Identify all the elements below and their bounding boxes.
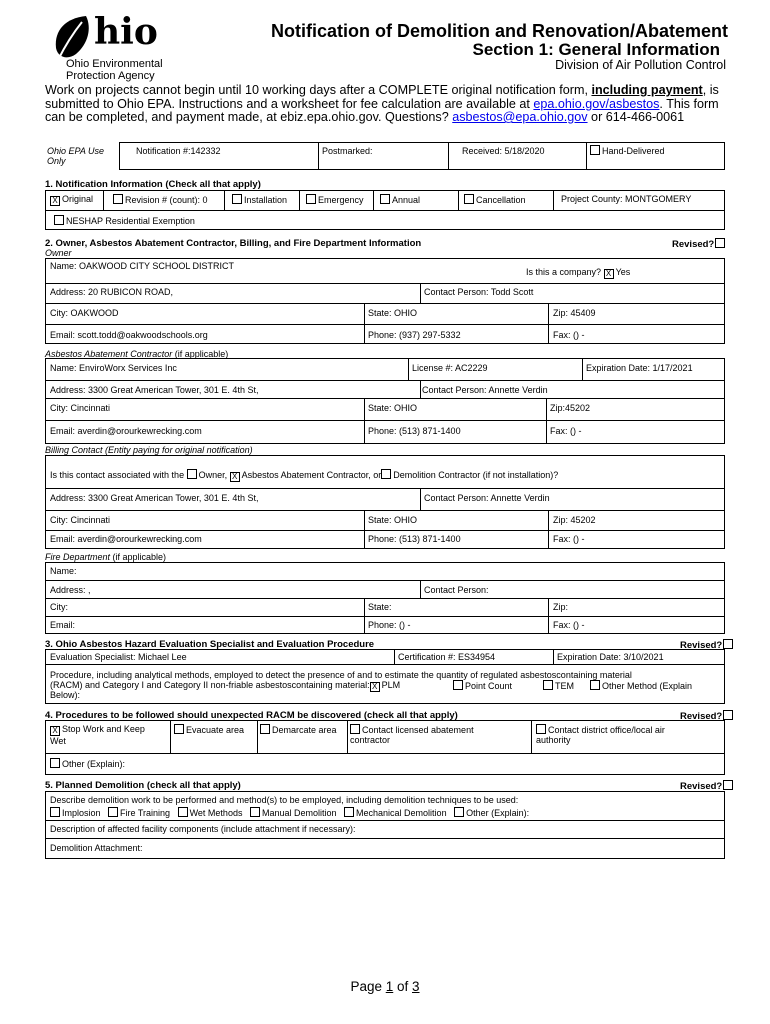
point-count-checkbox[interactable] <box>453 680 463 690</box>
contractor-zip: Zip:45202 <box>550 403 591 413</box>
contractor-expiration: Expiration Date: 1/17/2021 <box>586 363 693 373</box>
section-2-revised[interactable]: Revised? <box>672 238 727 250</box>
logo-subtitle-2: Protection Agency <box>66 70 155 82</box>
demolition-attachment: Demolition Attachment: <box>50 843 143 853</box>
billing-city: City: Cincinnati <box>50 515 111 525</box>
annual-checkbox[interactable] <box>380 194 390 204</box>
original-checkbox[interactable]: X <box>50 196 60 206</box>
owner-city: City: OAKWOOD <box>50 308 119 318</box>
point-count-option[interactable]: Point Count <box>453 680 512 691</box>
fire-address: Address: , <box>50 585 91 595</box>
contractor-email: Email: averdin@orourkewrecking.com <box>50 426 202 436</box>
leaf-icon <box>52 14 94 62</box>
fire-phone: Phone: () - <box>368 620 411 630</box>
billing-email: Email: averdin@orourkewrecking.com <box>50 534 202 544</box>
owner-label: Owner <box>45 248 72 258</box>
billing-owner-checkbox[interactable] <box>187 469 197 479</box>
section-2-revised-checkbox[interactable] <box>715 238 725 248</box>
emergency-option[interactable]: Emergency <box>306 194 364 205</box>
other-method-option[interactable]: Other Method (Explain <box>590 680 692 691</box>
section-3-revised-checkbox[interactable] <box>723 639 733 649</box>
billing-contractor-checkbox[interactable]: X <box>230 472 240 482</box>
installation-checkbox[interactable] <box>232 194 242 204</box>
contractor-city: City: Cincinnati <box>50 403 111 413</box>
contractor-phone: Phone: (513) 871-1400 <box>368 426 461 436</box>
procedure-line-2: (RACM) and Category I and Category II non-friable asbestoscontaining material: X PLM <box>50 680 401 691</box>
contact-office-checkbox[interactable] <box>536 724 546 734</box>
ohio-epa-logo <box>52 12 182 84</box>
contractor-label: Asbestos Abatement Contractor (if applicable) <box>45 349 229 359</box>
neshap-checkbox[interactable] <box>54 215 64 225</box>
fire-fax: Fax: () - <box>553 620 585 630</box>
fire-contact: Contact Person: <box>424 585 489 595</box>
plm-checkbox[interactable]: X <box>370 682 380 692</box>
contractor-contact: Contact Person: Annette Verdin <box>422 385 548 395</box>
hand-delivered-checkbox[interactable] <box>590 145 600 155</box>
demolition-methods: Implosion Fire Training Wet Methods Manual Demolition Mechanical Demolition Other (Explain): <box>50 807 529 818</box>
notification-number: Notification #:142332 <box>136 146 221 156</box>
fire-state: State: <box>368 602 392 612</box>
contact-contractor-checkbox[interactable] <box>350 724 360 734</box>
cancellation-option[interactable]: Cancellation <box>464 194 526 205</box>
section-4-title: 4. Procedures to be followed should unexpected RACM be discovered (check all that apply) <box>45 710 458 721</box>
billing-fax: Fax: () - <box>553 534 585 544</box>
billing-state: State: OHIO <box>368 515 418 525</box>
annual-option[interactable]: Annual <box>380 194 420 205</box>
fire-zip: Zip: <box>553 602 569 612</box>
received-date: Received: 5/18/2020 <box>462 146 545 156</box>
intro-paragraph <box>45 84 725 125</box>
stop-work-checkbox[interactable]: X <box>50 726 60 736</box>
fire-training-checkbox[interactable] <box>108 807 118 817</box>
specialist-expiration: Expiration Date: 3/10/2021 <box>557 652 664 662</box>
specialist-certification: Certification #: ES34954 <box>398 652 496 662</box>
billing-address: Address: 3300 Great American Tower, 301 E. 4th St, <box>50 493 259 503</box>
section-5-revised[interactable]: Revised? <box>680 780 735 792</box>
intro-text-2: , is submitted to Ohio EPA. Instructions and a worksheet for fee calculation are available at <box>45 83 719 111</box>
stop-work-option[interactable]: X Stop Work and Keep Wet <box>50 724 145 746</box>
asbestos-page-link[interactable]: epa.ohio.gov/asbestos <box>533 96 660 111</box>
intro-text-3: . This form can be completed, and payment made, at ebiz.epa.ohio.gov. Questions? <box>45 96 719 124</box>
contact-office-option[interactable]: Contact district office/local air authority <box>536 725 665 745</box>
owner-fax: Fax: () - <box>553 330 585 340</box>
billing-zip: Zip: 45202 <box>553 515 596 525</box>
manual-demolition-checkbox[interactable] <box>250 807 260 817</box>
owner-is-company[interactable]: Is this a company? X Yes <box>526 267 631 278</box>
section-title: Section 1: General Information <box>472 40 720 59</box>
intro-text-1: Work on projects cannot begin until 10 working days after a COMPLETE original notification form, <box>45 83 592 97</box>
revision-checkbox[interactable] <box>113 194 123 204</box>
project-county: Project County: MONTGOMERY <box>561 194 692 204</box>
section-1-title: 1. Notification Information (Check all that apply) <box>45 179 261 190</box>
contact-contractor-option[interactable]: Contact licensed abatement contractor <box>350 725 474 745</box>
owner-zip: Zip: 45409 <box>553 308 596 318</box>
other-method-checkbox[interactable] <box>590 680 600 690</box>
section-5-revised-checkbox[interactable] <box>723 780 733 790</box>
fire-label: Fire Department (if applicable) <box>45 552 167 562</box>
demarcate-option[interactable]: Demarcate area <box>260 724 337 735</box>
hand-delivered[interactable]: Hand-Delivered <box>590 145 665 156</box>
billing-contact: Contact Person: Annette Verdin <box>424 493 550 503</box>
is-company-checkbox[interactable]: X <box>604 269 614 279</box>
section-5-title: 5. Planned Demolition (check all that apply) <box>45 780 241 791</box>
owner-phone: Phone: (937) 297-5332 <box>368 330 461 340</box>
contractor-name: Name: EnviroWorx Services Inc <box>50 363 177 373</box>
other-procedure-option[interactable]: Other (Explain): <box>50 758 125 769</box>
logo-word: hio <box>94 11 158 53</box>
procedure-line-1: Procedure, including analytical methods, employed to detect the presence of and to estimate the quantity of regulated asbestoscontaining material <box>50 670 632 680</box>
fire-email: Email: <box>50 620 76 630</box>
mechanical-demolition-checkbox[interactable] <box>344 807 354 817</box>
contractor-address: Address: 3300 Great American Tower, 301 E. 4th St, <box>50 385 259 395</box>
describe-demolition: Describe demolition work to be performed and method(s) to be employed, including demolition techniques to be used: <box>50 795 519 805</box>
logo-subtitle-1: Ohio Environmental <box>66 58 163 70</box>
epa-use-label: Ohio EPA Use Only <box>47 146 105 166</box>
section-2-title: 2. Owner, Asbestos Abatement Contractor, Billing, and Fire Department Information <box>45 238 422 249</box>
implosion-checkbox[interactable] <box>50 807 60 817</box>
section-4-revised[interactable]: Revised? <box>680 710 735 722</box>
contractor-license: License #: AC2229 <box>412 363 488 373</box>
original-option[interactable]: X Original <box>50 194 93 206</box>
contractor-fax: Fax: () - <box>550 426 582 436</box>
cancellation-checkbox[interactable] <box>464 194 474 204</box>
section-4-revised-checkbox[interactable] <box>723 710 733 720</box>
tem-checkbox[interactable] <box>543 680 553 690</box>
fire-city: City: <box>50 602 68 612</box>
section-3-revised[interactable]: Revised? <box>680 639 735 651</box>
wet-methods-checkbox[interactable] <box>178 807 188 817</box>
owner-state: State: OHIO <box>368 308 418 318</box>
section-3-title: 3. Ohio Asbestos Hazard Evaluation Specialist and Evaluation Procedure <box>45 639 375 650</box>
page-number: Page 1 of 3 <box>350 979 420 994</box>
neshap-option[interactable]: NESHAP Residential Exemption <box>54 215 195 226</box>
postmarked: Postmarked: <box>322 146 373 156</box>
tem-option[interactable]: TEM <box>543 680 574 691</box>
evaluation-specialist: Evaluation Specialist: Michael Lee <box>50 652 187 662</box>
intro-text-4: or 614-466-0061 <box>587 110 685 124</box>
form-title: Notification of Demolition and Renovation/Abatement <box>270 21 728 41</box>
division-name: Division of Air Pollution Control <box>555 58 726 72</box>
evacuate-checkbox[interactable] <box>174 724 184 734</box>
intro-bold: including payment <box>591 83 703 97</box>
demarcate-checkbox[interactable] <box>260 724 270 734</box>
billing-label: Billing Contact (Entity paying for original notification) <box>45 445 253 455</box>
revision-option[interactable]: Revision # (count): 0 <box>113 194 208 205</box>
billing-association: Is this contact associated with the Owner, X Asbestos Abatement Contractor, or Demolition Contractor (if not installation)? <box>50 470 559 481</box>
owner-address: Address: 20 RUBICON ROAD, <box>50 287 174 297</box>
evacuate-option[interactable]: Evacuate area <box>174 724 244 735</box>
fire-name: Name: <box>50 566 77 576</box>
affected-components: Description of affected facility components (include attachment if necessary): <box>50 824 356 834</box>
owner-name: Name: OAKWOOD CITY SCHOOL DISTRICT <box>50 261 235 271</box>
owner-email: Email: scott.todd@oakwoodschools.org <box>50 330 208 340</box>
other-method-below: Below): <box>50 690 81 700</box>
asbestos-email-link[interactable]: asbestos@epa.ohio.gov <box>452 110 588 124</box>
other-procedure-checkbox[interactable] <box>50 758 60 768</box>
emergency-checkbox[interactable] <box>306 194 316 204</box>
contractor-state: State: OHIO <box>368 403 418 413</box>
owner-contact: Contact Person: Todd Scott <box>424 287 534 297</box>
installation-option[interactable]: Installation <box>232 194 287 205</box>
billing-phone: Phone: (513) 871-1400 <box>368 534 461 544</box>
billing-demo-checkbox[interactable] <box>381 469 391 479</box>
other-demolition-checkbox[interactable] <box>454 807 464 817</box>
